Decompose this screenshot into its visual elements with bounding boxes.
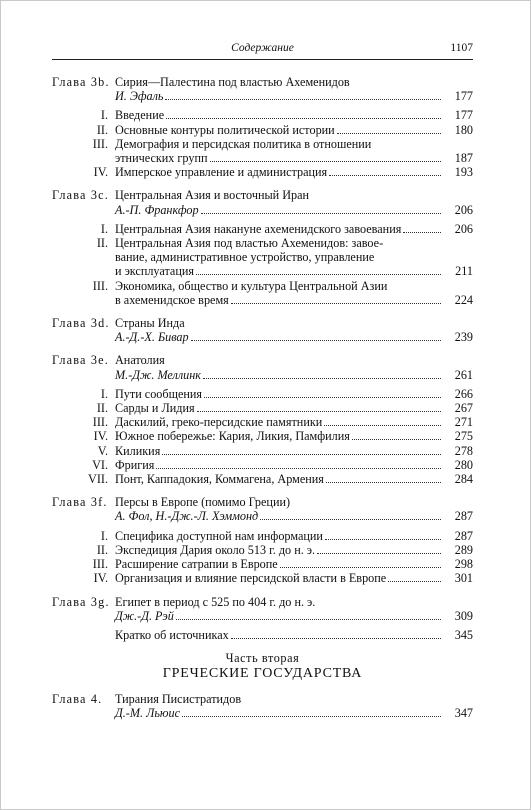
entry-text	[115, 165, 443, 179]
chapter-title-row[interactable]	[52, 188, 473, 202]
section-number: II.	[96, 542, 108, 557]
header-rule	[52, 59, 473, 60]
entry-text	[115, 151, 443, 165]
dot-leader	[203, 378, 441, 379]
section-title: Экономика, общество и культура Центральной Азии	[115, 278, 388, 293]
section-row[interactable]	[52, 458, 473, 472]
chapter-entry	[52, 595, 473, 643]
section-title: этнических групп	[115, 151, 208, 166]
chapter-title-row[interactable]	[52, 495, 473, 509]
dot-leader	[231, 303, 441, 304]
section-title: Экспедиция Дария около 513 г. до н. э.	[115, 542, 316, 557]
section-row[interactable]	[52, 557, 473, 571]
chapter-label: Глава 3c.	[52, 188, 110, 203]
section-row[interactable]	[52, 543, 473, 557]
dot-leader	[176, 619, 441, 620]
section-row[interactable]	[52, 387, 473, 401]
section-title: Южное побережье: Кария, Ликия, Памфилия	[115, 429, 350, 444]
chapter-author: А.-П. Франкфор	[115, 202, 199, 217]
section-number: I.	[100, 386, 108, 401]
section-row[interactable]	[52, 529, 473, 543]
chapter-title: Сирия—Палестина под властью Ахеменидов	[115, 75, 350, 89]
page-number: 187	[454, 151, 473, 166]
entry-text	[115, 571, 443, 585]
section-number: III.	[92, 136, 108, 151]
chapter-entry	[52, 316, 473, 344]
dot-leader	[201, 213, 441, 214]
chapter-author-row[interactable]	[52, 509, 473, 523]
page-number: 206	[454, 221, 473, 236]
page-number: 224	[454, 292, 473, 307]
entry-text	[115, 108, 443, 122]
section-title: Киликия	[115, 443, 161, 458]
chapter-author: Д.-М. Льюис	[115, 705, 181, 720]
section-number: III.	[92, 278, 108, 293]
dot-leader	[165, 99, 441, 100]
page-number: 266	[454, 386, 473, 401]
section-title: Даскилий, греко-персидские памятники	[115, 415, 323, 430]
entry-text	[115, 628, 443, 642]
page-number: 177	[454, 108, 473, 123]
section-title: Введение	[115, 108, 165, 123]
section-title: и эксплуатация	[115, 264, 194, 279]
entry-text	[115, 264, 443, 278]
chapter-author: И. Эфаль	[115, 89, 164, 104]
page-number: 309	[454, 608, 473, 623]
section-row[interactable]	[52, 108, 473, 122]
entry-text	[115, 509, 443, 523]
dot-leader	[197, 411, 441, 412]
page-number: 206	[454, 202, 473, 217]
chapters-list	[52, 75, 473, 642]
section-row[interactable]	[52, 293, 473, 307]
chapter-author-row[interactable]	[52, 368, 473, 382]
entry-text	[115, 250, 443, 264]
entry-text	[115, 444, 443, 458]
page-number: 284	[454, 472, 473, 487]
dot-leader	[403, 232, 441, 233]
table-of-contents	[52, 75, 473, 729]
entry-text	[115, 75, 443, 89]
section-row[interactable]	[52, 151, 473, 165]
section-title: Понт, Каппадокия, Коммагена, Армения	[115, 472, 324, 487]
entry-text	[115, 279, 443, 293]
section-row[interactable]	[52, 472, 473, 486]
chapter-label: Глава 3f.	[52, 495, 108, 510]
entry-text	[115, 692, 443, 706]
dot-leader	[191, 340, 441, 341]
entry-text	[115, 330, 443, 344]
chapter-title: Тирания Писистратидов	[115, 691, 242, 706]
section-title: Центральная Азия под властью Ахеменидов: завое-	[115, 236, 384, 251]
entry-text	[115, 353, 443, 367]
extra-row[interactable]	[52, 628, 473, 642]
entry-text	[115, 557, 443, 571]
section-title: вание, административное устройство, управление	[115, 250, 375, 265]
chapter-author-row[interactable]	[52, 330, 473, 344]
section-title: Имперское управление и администрация	[115, 165, 328, 180]
chapter-label: Глава 3b.	[52, 75, 110, 89]
section-row[interactable]	[52, 222, 473, 236]
dot-leader	[260, 519, 441, 520]
entry-text	[115, 529, 443, 543]
page-number: 347	[454, 705, 473, 720]
entry-text	[115, 472, 443, 486]
entry-text	[115, 316, 443, 330]
section-row[interactable]	[52, 123, 473, 137]
section-row[interactable]	[52, 250, 473, 264]
chapter-author: А.-Д.-Х. Бивар	[115, 330, 189, 345]
chapter-author-row[interactable]	[52, 609, 473, 623]
page-number: 261	[454, 367, 473, 382]
section-number: II.	[96, 236, 108, 251]
page-number: 271	[454, 415, 473, 430]
chapter-title-row[interactable]	[52, 75, 473, 89]
section-title: Организация и влияние персидской власти в Европе	[115, 571, 387, 586]
entry-text	[115, 429, 443, 443]
dot-leader	[325, 539, 441, 540]
section-number: IV.	[93, 571, 108, 586]
entry-text	[115, 293, 443, 307]
chapter-title: Центральная Азия и восточный Иран	[115, 188, 310, 203]
chapter-title: Страны Инда	[115, 316, 185, 331]
dot-leader	[162, 454, 441, 455]
chapter-author: А. Фол, Н.-Дж.-Л. Хэммонд	[115, 509, 259, 524]
section-row[interactable]	[52, 165, 473, 179]
part-chapters-list	[52, 692, 473, 720]
section-number: III.	[92, 557, 108, 572]
chapter-title: Персы в Европе (помимо Греции)	[115, 495, 291, 510]
entry-text	[115, 368, 443, 382]
page-number: 267	[454, 401, 473, 416]
chapter-title: Анатолия	[115, 353, 165, 368]
entry-text	[115, 137, 443, 151]
chapter-entry	[52, 353, 473, 486]
dot-leader	[210, 161, 441, 162]
chapter-author-row[interactable]	[52, 89, 473, 103]
chapter-title-row[interactable]	[52, 692, 473, 706]
entry-text	[115, 123, 443, 137]
chapter-author: Дж.-Д. Рэй	[115, 608, 174, 623]
section-number: VI.	[92, 457, 108, 472]
chapter-entry	[52, 75, 473, 179]
entry-text	[115, 595, 443, 609]
page-number: 287	[454, 528, 473, 543]
dot-leader	[388, 581, 441, 582]
entry-text	[115, 415, 443, 429]
chapter-title: Египет в период с 525 по 404 г. до н. э.	[115, 594, 316, 609]
page-number: 278	[454, 443, 473, 458]
chapter-label: Глава 4.	[52, 691, 103, 706]
entry-text	[115, 222, 443, 236]
entry-text	[115, 203, 443, 217]
section-title: Пути сообщения	[115, 386, 203, 401]
chapter-label: Глава 3d.	[52, 316, 110, 331]
page-number: 298	[454, 557, 473, 572]
section-row[interactable]	[52, 137, 473, 151]
page-number: 280	[454, 457, 473, 472]
dot-leader	[166, 118, 441, 119]
section-row[interactable]	[52, 264, 473, 278]
page-number: 239	[454, 330, 473, 345]
section-row[interactable]	[52, 236, 473, 250]
entry-text	[115, 401, 443, 415]
chapter-title-row[interactable]	[52, 353, 473, 367]
entry-text	[115, 188, 443, 202]
section-number: V.	[97, 443, 108, 458]
section-title: Демография и персидская политика в отношении	[115, 136, 372, 151]
dot-leader	[280, 567, 441, 568]
dot-leader	[324, 425, 441, 426]
entry-text	[115, 89, 443, 103]
dot-leader	[196, 274, 441, 275]
section-number: IV.	[93, 429, 108, 444]
extra-title: Кратко об источниках	[115, 627, 229, 642]
page-number: 287	[454, 509, 473, 524]
section-title: Фригия	[115, 457, 155, 472]
page-number: 177	[454, 89, 473, 104]
dot-leader	[352, 439, 441, 440]
part-heading	[52, 651, 473, 681]
entry-text	[115, 543, 443, 557]
section-title: в ахеменидское время	[115, 292, 229, 307]
section-number: III.	[92, 415, 108, 430]
section-number: I.	[100, 528, 108, 543]
dot-leader	[231, 638, 441, 639]
section-row[interactable]	[52, 279, 473, 293]
chapter-entry	[52, 188, 473, 307]
section-title: Основные контуры политической истории	[115, 122, 335, 137]
section-row[interactable]	[52, 401, 473, 415]
section-title: Сарды и Лидия	[115, 401, 195, 416]
part-label: Часть вторая	[225, 651, 300, 666]
section-row[interactable]	[52, 444, 473, 458]
chapter-title-row[interactable]	[52, 316, 473, 330]
chapter-title-row[interactable]	[52, 595, 473, 609]
dot-leader	[204, 397, 441, 398]
entry-text	[115, 458, 443, 472]
running-header	[52, 42, 473, 58]
section-number: IV.	[93, 165, 108, 180]
chapter-entry	[52, 692, 473, 720]
part-title: ГРЕЧЕСКИЕ ГОСУДАРСТВА	[162, 666, 363, 682]
dot-leader	[337, 133, 441, 134]
section-row[interactable]	[52, 571, 473, 585]
section-number: II.	[96, 401, 108, 416]
page-number: 211	[455, 264, 473, 279]
dot-leader	[326, 482, 441, 483]
chapter-author: М.-Дж. Меллинк	[115, 367, 201, 382]
page-number: 289	[454, 542, 473, 557]
chapter-author-row[interactable]	[52, 203, 473, 217]
page-number: 180	[454, 122, 473, 137]
entry-text	[115, 495, 443, 509]
section-title: Расширение сатрапии в Европе	[115, 557, 278, 572]
page-number: 275	[454, 429, 473, 444]
section-title: Специфика доступной нам информации	[115, 528, 323, 543]
section-number: I.	[100, 221, 108, 236]
entry-text	[115, 387, 443, 401]
section-number: VII.	[88, 472, 108, 487]
chapter-entry	[52, 495, 473, 585]
dot-leader	[329, 175, 441, 176]
section-title: Центральная Азия накануне ахеменидского завоевания	[115, 221, 402, 236]
section-number: II.	[96, 122, 108, 137]
chapter-label: Глава 3е.	[52, 353, 110, 368]
page-number: 301	[454, 571, 473, 586]
section-row[interactable]	[52, 429, 473, 443]
chapter-label: Глава 3g.	[52, 594, 110, 609]
chapter-author-row[interactable]	[52, 706, 473, 720]
entry-text	[115, 236, 443, 250]
dot-leader	[317, 553, 441, 554]
dot-leader	[156, 468, 441, 469]
header-page-number: 1107	[450, 42, 473, 54]
dot-leader	[182, 716, 441, 717]
page-number: 345	[454, 627, 473, 642]
page-number: 193	[454, 165, 473, 180]
section-row[interactable]	[52, 415, 473, 429]
entry-text	[115, 609, 443, 623]
section-number: I.	[100, 108, 108, 123]
entry-text	[115, 706, 443, 720]
header-title: Содержание	[231, 42, 294, 54]
